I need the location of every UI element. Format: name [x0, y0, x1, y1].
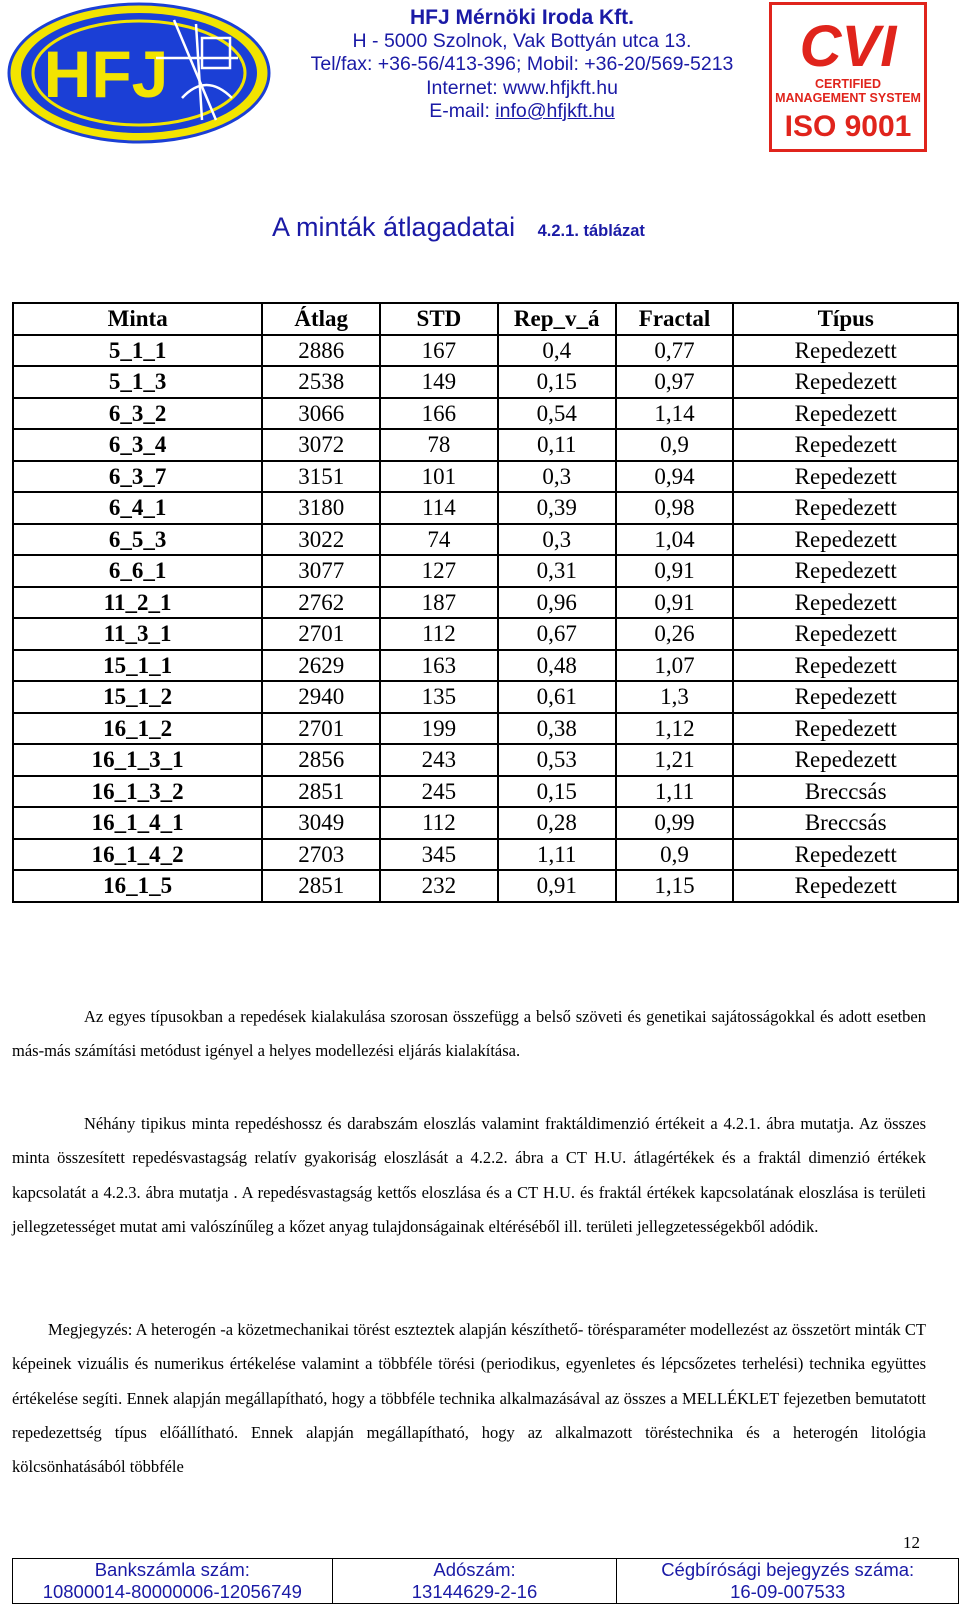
table-cell: 167 — [380, 335, 498, 367]
table-cell: 187 — [380, 587, 498, 619]
table-cell: 0,26 — [616, 618, 734, 650]
footer-tax-value: 13144629-2-16 — [411, 1581, 538, 1602]
table-row — [13, 681, 958, 713]
table-cell: 11_2_1 — [13, 587, 262, 619]
footer-bank — [13, 1559, 333, 1604]
table-cell: Repedezett — [733, 398, 958, 430]
table-cell: 11_3_1 — [13, 618, 262, 650]
table-row — [13, 524, 958, 556]
table-cell: 112 — [380, 807, 498, 839]
table-cell: 0,48 — [498, 650, 616, 682]
page-title — [272, 212, 645, 243]
table-cell: 1,04 — [616, 524, 734, 556]
table-cell: 3077 — [262, 555, 380, 587]
company-address: H - 5000 Szolnok, Vak Bottyán utca 13. — [352, 29, 692, 52]
table-cell: 114 — [380, 492, 498, 524]
table-cell: 2629 — [262, 650, 380, 682]
footer — [12, 1558, 959, 1604]
table-cell: 2940 — [262, 681, 380, 713]
iso-cert-logo — [769, 2, 927, 152]
table-cell: Breccsás — [733, 776, 958, 808]
table-cell: 6_3_2 — [13, 398, 262, 430]
table-row — [13, 713, 958, 745]
table-cell: 0,3 — [498, 524, 616, 556]
table-cell: 16_1_5 — [13, 870, 262, 902]
table-cell: 5_1_3 — [13, 366, 262, 398]
table-cell: 16_1_3_2 — [13, 776, 262, 808]
sample-table — [12, 302, 959, 903]
table-cell: Repedezett — [733, 492, 958, 524]
table-header-row — [13, 303, 958, 335]
table-cell: 0,91 — [616, 587, 734, 619]
table-cell: 1,15 — [616, 870, 734, 902]
table-cell: 78 — [380, 429, 498, 461]
table-cell: 0,28 — [498, 807, 616, 839]
table-cell: 15_1_1 — [13, 650, 262, 682]
table-row — [13, 650, 958, 682]
paragraph-3-text: Megjegyzés: A heterogén -a közetmechanikai törést eszteztek alapján készíthető- törésparaméter modellezést az összetört minták CT képeinek vizuális és numerikus értékelése valamint a többféle törési (periodikus, egyenletes és lépcsőzetes terhelési) technika együttes értékelése segíti. Ennek alapján megállapítható, hogy a többféle technika alkalmazásával az összes a MELLÉKLET fejezetben bemutatott repedezettség típus előállítható. Ennek alapján megállapítható, hogy az alkalmazott töréstechnika és a heterogén litológia kölcsönhatásából többféle — [12, 1320, 926, 1477]
table-cell: 135 — [380, 681, 498, 713]
company-name: HFJ Mérnöki Iroda Kft. — [409, 6, 635, 29]
table-cell: 16_1_4_1 — [13, 807, 262, 839]
table-row — [13, 776, 958, 808]
table-cell: 6_6_1 — [13, 555, 262, 587]
table-row — [13, 839, 958, 871]
table-cell: Repedezett — [733, 335, 958, 367]
table-cell: 6_4_1 — [13, 492, 262, 524]
company-info — [260, 6, 784, 124]
table-row — [13, 744, 958, 776]
table-cell: 3072 — [262, 429, 380, 461]
table-cell: 0,15 — [498, 366, 616, 398]
email-label: E-mail: — [429, 100, 496, 122]
table-cell: Repedezett — [733, 870, 958, 902]
table-row — [13, 398, 958, 430]
table-cell: 166 — [380, 398, 498, 430]
table-row — [13, 429, 958, 461]
table-cell: 1,3 — [616, 681, 734, 713]
table-cell: 0,9 — [616, 429, 734, 461]
table-row — [13, 587, 958, 619]
table-cell: 3180 — [262, 492, 380, 524]
paragraph-2-text: Néhány tipikus minta repedéshossz és darabszám eloszlás valamint fraktáldimenzió értékeit a 4.2.1. ábra mutatja. Az összes minta összesített repedésvastagság relatív gyakoriság eloszlását a 4.2.2. ábra a CT H.U. átlagértékek és a fraktál dimenzió értékek kapcsolatát a 4.2.3. ábra mutatja . A repedésvastagság kettős eloszlása és a CT H.U. és fraktál értékek kapcsolatának eloszlása is területi jellegzetességet mutat ami valószínűleg a kőzet anyag tulajdonságainak eltéréséből ill. területi jellegzetességekből adódik. — [12, 1114, 926, 1236]
table-cell: Repedezett — [733, 461, 958, 493]
table-cell: 16_1_3_1 — [13, 744, 262, 776]
table-cell: 1,11 — [498, 839, 616, 871]
footer-tax — [332, 1559, 617, 1604]
table-row — [13, 870, 958, 902]
table-cell: Breccsás — [733, 807, 958, 839]
company-phone: Tel/fax: +36-56/413-396; Mobil: +36-20/569-5213 — [310, 53, 734, 75]
footer-registry-value: 16-09-007533 — [730, 1581, 846, 1602]
table-cell: 2762 — [262, 587, 380, 619]
table-cell: 0,39 — [498, 492, 616, 524]
table-cell: Repedezett — [733, 587, 958, 619]
cert-line2: MANAGEMENT SYSTEM — [775, 91, 921, 105]
table-cell: 0,91 — [616, 555, 734, 587]
table-cell: 2538 — [262, 366, 380, 398]
table-row — [13, 366, 958, 398]
table-cell: Repedezett — [733, 839, 958, 871]
table-cell: Repedezett — [733, 650, 958, 682]
table-cell: Repedezett — [733, 744, 958, 776]
table-cell: 5_1_1 — [13, 335, 262, 367]
table-cell: Repedezett — [733, 681, 958, 713]
table-cell: 0,67 — [498, 618, 616, 650]
table-cell: 3066 — [262, 398, 380, 430]
table-cell: Repedezett — [733, 524, 958, 556]
table-cell: 15_1_2 — [13, 681, 262, 713]
company-email — [260, 100, 784, 124]
table-cell: 0,61 — [498, 681, 616, 713]
table-row — [13, 555, 958, 587]
table-cell: 1,11 — [616, 776, 734, 808]
table-cell: 0,91 — [498, 870, 616, 902]
table-cell: 2886 — [262, 335, 380, 367]
table-cell: 2851 — [262, 776, 380, 808]
table-cell: 6_3_7 — [13, 461, 262, 493]
table-cell: 0,54 — [498, 398, 616, 430]
table-cell: Repedezett — [733, 366, 958, 398]
table-cell: 0,98 — [616, 492, 734, 524]
table-cell: 1,12 — [616, 713, 734, 745]
table-cell: 3022 — [262, 524, 380, 556]
table-cell: 0,9 — [616, 839, 734, 871]
col-header: Fractal — [616, 303, 734, 335]
table-cell: 1,21 — [616, 744, 734, 776]
footer-tax-label: Adószám: — [433, 1559, 516, 1580]
table-cell: Repedezett — [733, 429, 958, 461]
table-cell: 243 — [380, 744, 498, 776]
table-cell: 0,94 — [616, 461, 734, 493]
cert-line1: CERTIFIED — [815, 77, 881, 91]
table-cell: 6_5_3 — [13, 524, 262, 556]
table-cell: 3049 — [262, 807, 380, 839]
table-cell: 245 — [380, 776, 498, 808]
company-internet: Internet: www.hfjkft.hu — [426, 76, 618, 99]
paragraph-3 — [12, 1313, 926, 1484]
footer-bank-value: 10800014-80000006-12056749 — [42, 1581, 302, 1602]
table-cell: 0,96 — [498, 587, 616, 619]
table-cell: 0,11 — [498, 429, 616, 461]
page-number: 12 — [903, 1533, 920, 1552]
footer-registry — [617, 1559, 959, 1604]
paragraph-2 — [12, 1107, 926, 1244]
cert-iso: ISO 9001 — [784, 110, 912, 143]
col-header: Minta — [13, 303, 262, 335]
table-cell: 345 — [380, 839, 498, 871]
title-main: A minták átlagadatai — [272, 212, 516, 242]
table-cell: 16_1_2 — [13, 713, 262, 745]
table-cell: 232 — [380, 870, 498, 902]
table-cell: 2851 — [262, 870, 380, 902]
footer-bank-label: Bankszámla szám: — [94, 1559, 250, 1580]
table-cell: 1,07 — [616, 650, 734, 682]
col-header: Típus — [733, 303, 958, 335]
table-cell: 0,53 — [498, 744, 616, 776]
email-link[interactable]: info@hfjkft.hu — [495, 100, 615, 122]
table-cell: 2701 — [262, 713, 380, 745]
table-cell: 16_1_4_2 — [13, 839, 262, 871]
table-cell: 0,4 — [498, 335, 616, 367]
table-cell: 127 — [380, 555, 498, 587]
table-cell: 163 — [380, 650, 498, 682]
hfj-logo-text: HFJ — [43, 37, 169, 111]
col-header: Rep_v_á — [498, 303, 616, 335]
table-cell: 2701 — [262, 618, 380, 650]
table-cell: 199 — [380, 713, 498, 745]
table-row — [13, 492, 958, 524]
table-cell: 3151 — [262, 461, 380, 493]
table-row — [13, 618, 958, 650]
table-cell: 1,14 — [616, 398, 734, 430]
paragraph-1-text: Az egyes típusokban a repedések kialakulása szorosan összefügg a belső szöveti és genetikai sajátosságokkal és adott esetben más-más számítási metódust igényel a helyes modellezési eljárás kialakítása. — [12, 1007, 926, 1061]
table-cell: 74 — [380, 524, 498, 556]
table-cell: 2703 — [262, 839, 380, 871]
table-cell: 0,97 — [616, 366, 734, 398]
footer-registry-label: Cégbírósági bejegyzés száma: — [661, 1559, 915, 1580]
table-cell: 6_3_4 — [13, 429, 262, 461]
table-row — [13, 461, 958, 493]
table-cell: Repedezett — [733, 555, 958, 587]
table-cell: 101 — [380, 461, 498, 493]
table-cell: 0,31 — [498, 555, 616, 587]
table-cell: Repedezett — [733, 713, 958, 745]
table-body — [13, 335, 958, 902]
table-row — [13, 335, 958, 367]
paragraph-1 — [12, 1000, 926, 1069]
col-header: STD — [380, 303, 498, 335]
title-sub: 4.2.1. táblázat — [537, 222, 645, 240]
table-cell: 149 — [380, 366, 498, 398]
cert-brand: CVI — [799, 14, 897, 79]
table-cell: 0,3 — [498, 461, 616, 493]
table-cell: Repedezett — [733, 618, 958, 650]
table-cell: 0,15 — [498, 776, 616, 808]
table-cell: 0,38 — [498, 713, 616, 745]
table-cell: 2856 — [262, 744, 380, 776]
table-row — [13, 807, 958, 839]
col-header: Átlag — [262, 303, 380, 335]
hfj-logo — [6, 2, 272, 144]
table-cell: 0,99 — [616, 807, 734, 839]
table-cell: 112 — [380, 618, 498, 650]
table-cell: 0,77 — [616, 335, 734, 367]
